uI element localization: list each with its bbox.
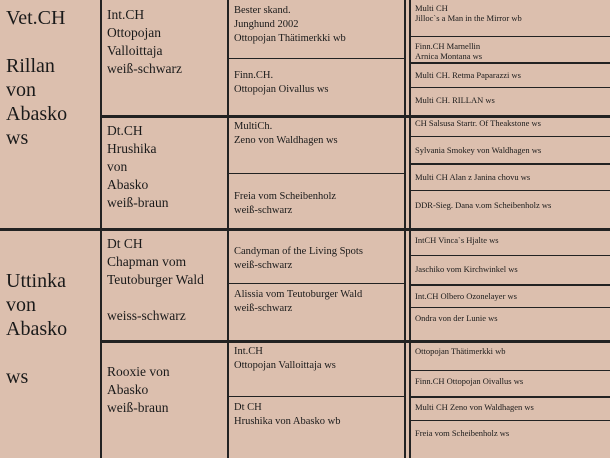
row-divider	[101, 340, 610, 343]
row-divider	[410, 62, 610, 64]
parent-sire: Vet.CH Rillan von Abasko ws	[6, 7, 68, 149]
row-divider	[410, 307, 610, 308]
ggg-13: Ottopojan Thätimerkki wb	[415, 346, 506, 356]
row-divider	[410, 36, 610, 37]
row-divider	[410, 87, 610, 88]
great-grandparent-2: Finn.CH. Ottopojan Oivallus ws	[234, 70, 329, 95]
great-grandparent-8: Dt CH Hrushika von Abasko wb	[234, 402, 341, 427]
great-grandparent-4: Freia vom Scheibenholz weiß-schwarz	[234, 191, 337, 216]
ggg-2: Finn.CH Marnellin Arnica Montana ws	[415, 41, 483, 61]
grandparent-4: Rooxie von Abasko weiß-braun	[107, 364, 170, 415]
grandparent-1: Int.CH Ottopojan Valloittaja weiß-schwarz	[107, 7, 182, 76]
ggg-6: Sylvania Smokey von Waldhagen ws	[415, 145, 542, 155]
row-divider	[228, 58, 405, 59]
row-divider	[410, 255, 610, 256]
ggg-15: Multi CH Zeno von Waldhagen ws	[415, 402, 534, 412]
row-divider	[228, 173, 405, 174]
ggg-9: IntCH Vinca`s Hjalte ws	[415, 235, 499, 245]
row-divider	[410, 396, 610, 398]
great-grandparent-1: Bester skand. Junghund 2002 Ottopojan Thätimerkki wb	[234, 5, 346, 44]
row-divider	[228, 283, 405, 284]
great-grandparent-3: MultiCh. Zeno von Waldhagen ws	[234, 121, 338, 146]
row-divider	[410, 163, 610, 165]
row-divider	[228, 396, 405, 397]
ggg-5: CH Salsusa Startr. Of Theakstone ws	[415, 118, 541, 128]
row-divider	[410, 370, 610, 371]
row-divider	[410, 420, 610, 421]
ggg-14: Finn.CH Ottopojan Oivallus ws	[415, 376, 524, 386]
row-divider	[410, 190, 610, 191]
great-grandparent-5: Candyman of the Living Spots weiß-schwarz	[234, 246, 363, 271]
grandparent-2: Dt.CH Hrushika von Abasko weiß-braun	[107, 123, 169, 210]
grandparent-3: Dt CH Chapman vom Teutoburger Wald weiss-schwarz	[107, 236, 204, 323]
ggg-10: Jaschiko vom Kirchwinkel ws	[415, 264, 518, 274]
row-divider	[410, 284, 610, 286]
ggg-3: Multi CH. Retma Paparazzi ws	[415, 70, 521, 80]
ggg-12: Ondra von der Lunie ws	[415, 313, 498, 323]
great-grandparent-7: Int.CH Ottopojan Valloittaja ws	[234, 346, 336, 371]
parent-dam: Uttinka von Abasko ws	[6, 270, 68, 388]
ggg-16: Freia vom Scheibenholz ws	[415, 428, 510, 438]
great-grandparent-6: Alissia vom Teutoburger Wald weiß-schwarz	[234, 289, 363, 314]
row-divider	[410, 136, 610, 137]
main-divider	[0, 228, 610, 231]
ggg-4: Multi CH. RILLAN ws	[415, 95, 495, 105]
row-divider	[101, 115, 610, 118]
ggg-7: Multi CH Alan z Janina chovu ws	[415, 172, 531, 182]
ggg-8: DDR-Sieg. Dana v.om Scheibenholz ws	[415, 200, 552, 210]
ggg-1: Multi CH Jilloc`s a Man in the Mirror wb	[415, 3, 522, 23]
ggg-11: Int.CH Olbero Ozonelayer ws	[415, 291, 517, 301]
